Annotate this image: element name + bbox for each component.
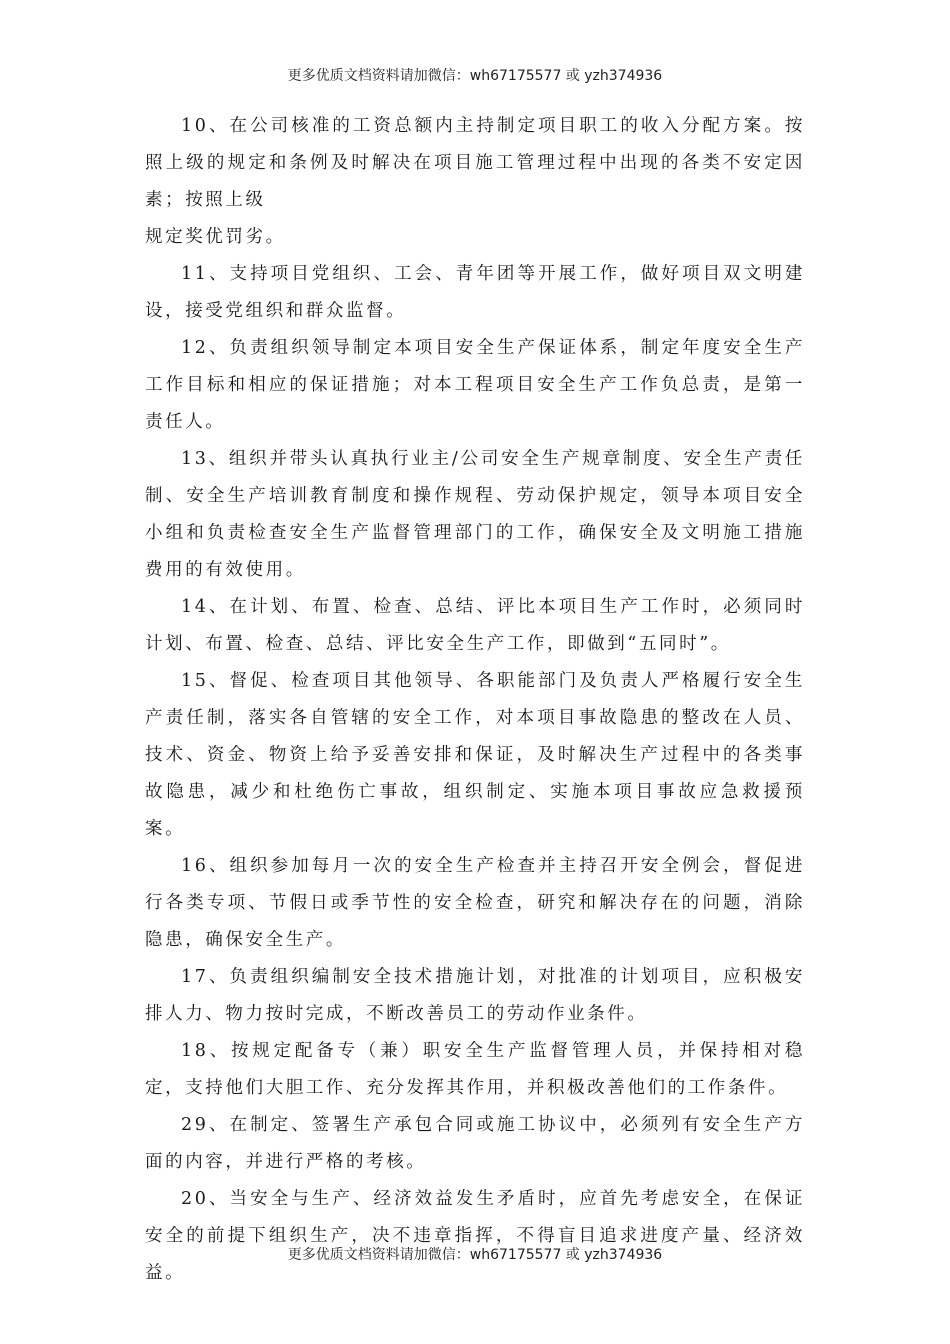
document-body	[145, 108, 805, 1292]
paragraph-10: 10、在公司核准的工资总额内主持制定项目职工的收入分配方案。按照上级的规定和条例及时解决在项目施工管理过程中出现的各类不安定因素；按照上级	[145, 116, 805, 210]
paragraph-15: 15、督促、检查项目其他领导、各职能部门及负责人严格履行安全生产责任制，落实各自管辖的安全工作，对本项目事故隐患的整改在人员、技术、资金、物资上给予妥善安排和保证，及时解决生产过程中的各类事故隐患，减少和杜绝伤亡事故，组织制定、实施本项目事故应急救援预案。	[145, 671, 805, 839]
paragraph-12: 12、负责组织领导制定本项目安全生产保证体系，制定年度安全生产工作目标和相应的保证措施；对本工程项目安全生产工作负总责，是第一责任人。	[145, 338, 805, 432]
page-header: 更多优质文档资料请加微信：wh67175577 或 yzh374936	[287, 68, 663, 84]
paragraph-10-continuation: 规定奖优罚劣。	[145, 227, 286, 247]
paragraph-14: 14、在计划、布置、检查、总结、评比本项目生产工作时，必须同时计划、布置、检查、总结、评比安全生产工作，即做到“五同时”。	[145, 597, 805, 654]
paragraph-29: 29、在制定、签署生产承包合同或施工协议中，必须列有安全生产方面的内容，并进行严格的考核。	[145, 1115, 805, 1172]
paragraph-18: 18、按规定配备专（兼）职安全生产监督管理人员，并保持相对稳定，支持他们大胆工作、充分发挥其作用，并积极改善他们的工作条件。	[145, 1041, 805, 1098]
paragraph-11: 11、支持项目党组织、工会、青年团等开展工作，做好项目双文明建设，接受党组织和群众监督。	[145, 264, 805, 321]
paragraph-17: 17、负责组织编制安全技术措施计划，对批准的计划项目，应积极安排人力、物力按时完成，不断改善员工的劳动作业条件。	[145, 967, 805, 1024]
paragraph-20: 20、当安全与生产、经济效益发生矛盾时，应首先考虑安全，在保证安全的前提下组织生产，决不违章指挥，不得盲目追求进度产量、经济效益。	[145, 1189, 805, 1283]
paragraph-13: 13、组织并带头认真执行业主/公司安全生产规章制度、安全生产责任制、安全生产培训教育制度和操作规程、劳动保护规定，领导本项目安全小组和负责检查安全生产监督管理部门的工作，确保安全及文明施工措施费用的有效使用。	[145, 449, 805, 580]
paragraph-16: 16、组织参加每月一次的安全生产检查并主持召开安全例会，督促进行各类专项、节假日或季节性的安全检查，研究和解决存在的问题，消除隐患，确保安全生产。	[145, 856, 805, 950]
page-footer: 更多优质文档资料请加微信：wh67175577 或 yzh374936	[287, 1247, 663, 1263]
